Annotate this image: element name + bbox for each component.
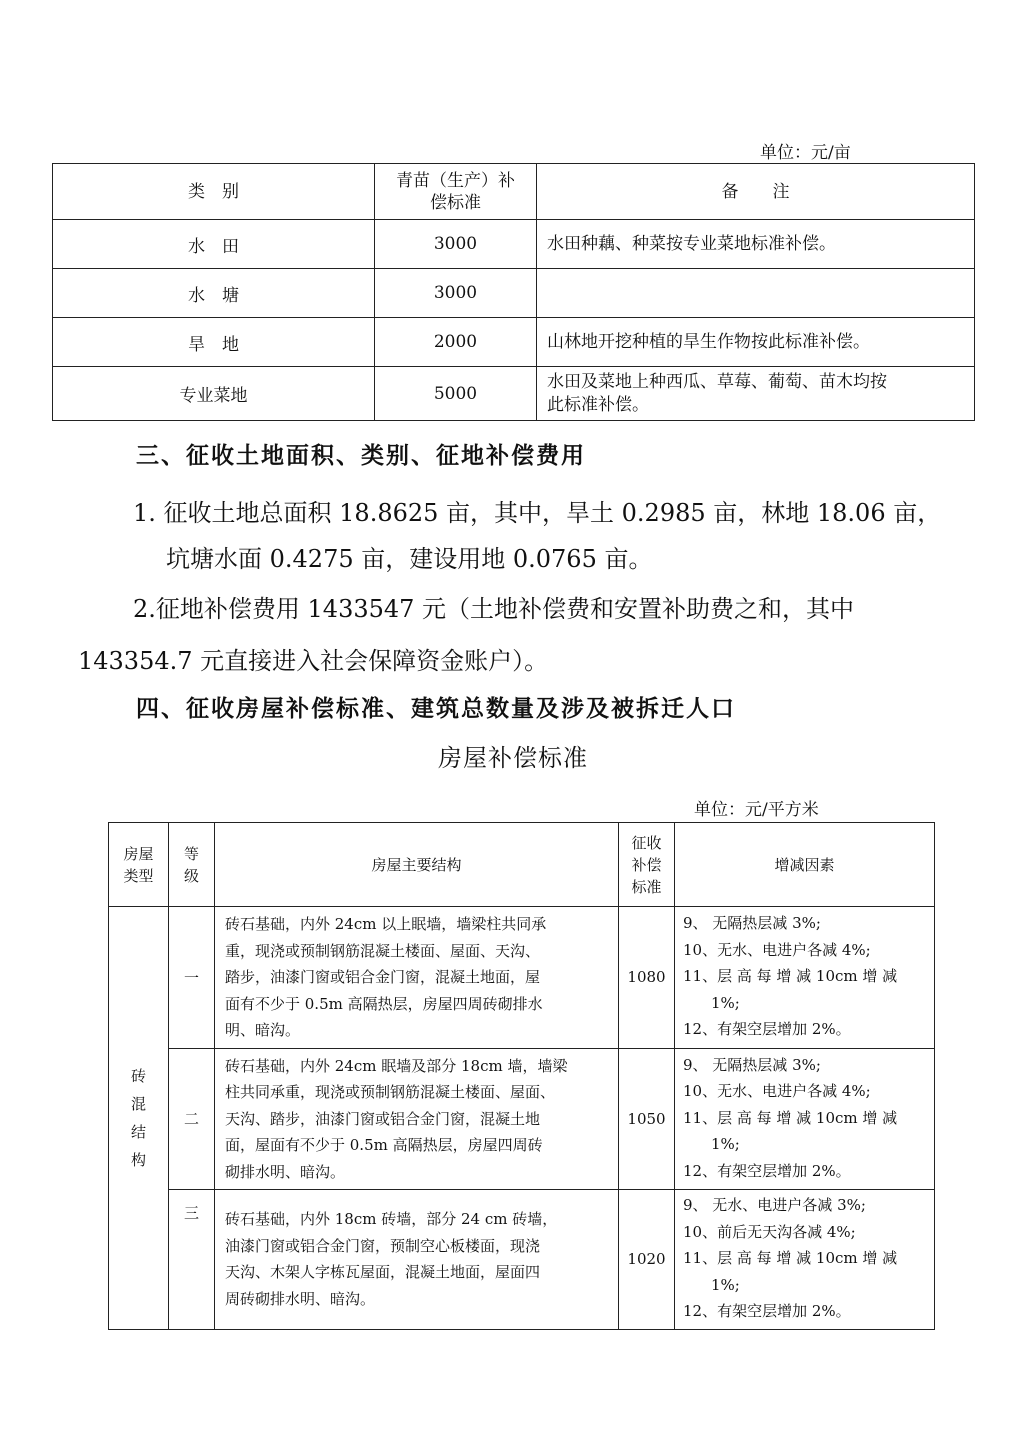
structure-line: 砖石基础，内外 18cm 砖墙，部分 24 cm 砖墙， [225,1210,558,1229]
house-type-cell [109,907,169,1330]
structure-line: 明、暗沟。 [225,1021,301,1039]
crop-compensation-table [52,163,975,421]
factors-cell [675,907,935,1049]
section4-heading: 四、征收房屋补偿标准、建筑总数量及涉及被拆迁人口 [136,695,736,722]
structure-line: 周砖砌排水明、暗沟。 [225,1289,376,1308]
structure-line: 重，现浇或预制钢筋混凝土楼面、屋面、天沟、 [225,941,541,960]
header-house-type [109,823,169,907]
row-category: 旱 地 [53,318,375,367]
factors-cell [675,1190,935,1330]
structure-cell [215,1048,619,1190]
factor-line: 9、 无水、电进户各减 3%; [683,1196,866,1214]
row-category: 水 塘 [53,269,375,318]
table-row [109,1048,935,1190]
table2-unit-label: 单位：元/平方米 [694,800,819,820]
header-price [619,823,675,907]
header-price-line1: 征收 [631,833,662,852]
row-category: 专业菜地 [53,367,375,421]
factors-cell [675,1048,935,1190]
row-remark [537,269,975,318]
row-category: 水 田 [53,220,375,269]
factor-line: 9、 无隔热层减 3%; [683,914,821,932]
row-remark [537,367,975,421]
row-value: 3000 [375,220,537,269]
factor-line: 12、有架空层增加 2%。 [683,1161,851,1180]
structure-line: 油漆门窗或铝合金门窗，预制空心板楼面，现浇 [225,1236,541,1255]
row-remark-line1: 水田及菜地上种西瓜、草莓、葡萄、苗木均按 [547,371,887,392]
structure-line: 踏步，油漆门窗或铝合金门窗，混凝土地面，屋 [225,968,541,986]
house-type-char: 构 [130,1150,146,1169]
header-factors: 增减因素 [675,823,935,907]
table-row [53,367,975,421]
structure-line: 砖石基础，内外 24cm 眠墙及部分 18cm 墙，墙梁 [225,1056,568,1075]
price-cell: 1020 [619,1190,675,1330]
grade-cell: 三 [169,1190,215,1330]
structure-line: 砌排水明、暗沟。 [225,1162,346,1181]
house-type-char: 混 [130,1094,146,1113]
header-grade-line2: 级 [183,866,199,885]
house-type-char: 砖 [130,1066,146,1085]
factor-line: 10、无水、电进户各减 4%; [683,940,871,959]
structure-line: 面，屋面有不少于 0.5m 高隔热层，房屋四周砖 [225,1136,543,1154]
section3-paragraph1-line1: 1. 征收土地总面积 18.8625 亩，其中，旱土 0.2985 亩，林地 18.06 亩， [133,499,942,527]
table-row [53,269,975,318]
row-value: 3000 [375,269,537,318]
factor-line: 11、层 高 每 增 减 10cm 增 减 [683,1108,898,1127]
header-price-line3: 标准 [631,877,662,896]
section3-heading: 三、征收土地面积、类别、征地补偿费用 [136,442,586,469]
table1-unit-label: 单位：元/亩 [760,143,851,163]
table-row [109,907,935,1049]
structure-line: 天沟、踏步，油漆门窗或铝合金门窗，混凝土地 [225,1109,541,1128]
factor-line: 1%; [711,1135,740,1153]
row-remark: 山林地开挖种植的旱生作物按此标准补偿。 [537,318,975,367]
table-header-row [109,823,935,907]
price-cell: 1050 [619,1048,675,1190]
table-header-row [53,164,975,220]
house-type-char: 结 [130,1122,146,1141]
header-remark: 备 注 [537,164,975,220]
table-row [109,1190,935,1330]
header-structure: 房屋主要结构 [215,823,619,907]
price-cell: 1080 [619,907,675,1049]
header-grade-line1: 等 [183,844,199,863]
factor-line: 10、无水、电进户各减 4%; [683,1082,871,1100]
header-grade [169,823,215,907]
row-remark: 水田种藕、种菜按专业菜地标准补偿。 [537,220,975,269]
row-value: 2000 [375,318,537,367]
row-remark-line2: 此标准补偿。 [547,394,649,415]
factor-line: 12、有架空层增加 2%。 [683,1020,851,1038]
factor-line: 9、 无隔热层减 3%; [683,1055,821,1074]
header-standard [375,164,537,220]
table-row [53,220,975,269]
grade-cell: 一 [169,907,215,1049]
section3-paragraph2-line1: 2.征地补偿费用 1433547 元（土地补偿费和安置补助费之和，其中 [133,595,855,623]
header-price-line2: 补偿 [631,855,662,874]
factor-line: 11、层 高 每 增 减 10cm 增 减 [683,1249,898,1267]
structure-line: 砖石基础，内外 24cm 以上眠墙，墙梁柱共同承 [225,915,547,933]
factor-line: 1%; [711,1275,740,1294]
factor-line: 11、层 高 每 增 减 10cm 增 减 [683,967,898,985]
factor-line: 1%; [711,993,740,1012]
factor-line: 10、前后无天沟各减 4%; [683,1222,856,1241]
header-house-type-line1: 房屋 [123,844,154,863]
structure-line: 天沟、木架人字栋瓦屋面，混凝土地面，屋面四 [225,1263,541,1282]
structure-cell [215,1190,619,1330]
house-table-title: 房屋补偿标准 [438,744,588,772]
header-house-type-line2: 类型 [123,866,154,885]
section3-paragraph2-line2: 143354.7 元直接进入社会保障资金账户）。 [78,647,549,675]
factor-line: 12、有架空层增加 2%。 [683,1302,851,1320]
row-value: 5000 [375,367,537,421]
house-compensation-table [108,822,935,1330]
structure-line: 柱共同承重，现浇或预制钢筋混凝土楼面、屋面、 [225,1083,556,1101]
structure-line: 面有不少于 0.5m 高隔热层，房屋四周砖砌排水 [225,994,543,1013]
structure-cell [215,907,619,1049]
table-row [53,318,975,367]
header-category: 类 别 [53,164,375,220]
section3-paragraph1-line2: 坑塘水面 0.4275 亩，建设用地 0.0765 亩。 [166,545,653,573]
grade-cell: 二 [169,1048,215,1190]
header-standard-line1: 青苗（生产）补 [396,170,515,191]
header-standard-line2: 偿标准 [430,192,481,213]
